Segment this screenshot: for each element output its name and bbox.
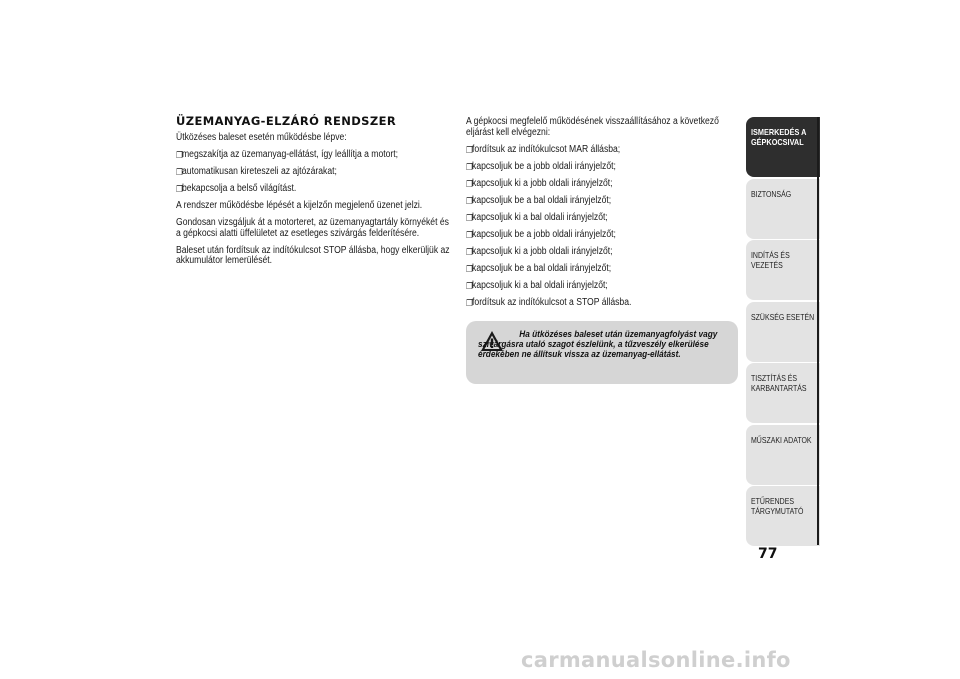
list-item: ❐ fordítsuk az indítókulcsot MAR állásba; — [466, 143, 621, 155]
checkbox-bullet-icon: ❐ — [466, 212, 473, 223]
chapter-sidebar — [746, 117, 820, 548]
checkbox-bullet-icon: ❐ — [466, 263, 473, 274]
list-item: ❐ kapcsoljuk be a jobb oldali irányjelzőt; — [466, 228, 616, 240]
right-column — [466, 117, 738, 315]
page-number: 77 — [758, 546, 778, 562]
sidebar-divider — [817, 117, 819, 545]
checkbox-bullet-icon: ❐ — [466, 161, 473, 172]
list-item: ❐ kapcsoljuk be a bal oldali irányjelzőt; — [466, 262, 612, 274]
intro-text: Ütközéses baleset esetén működésbe lépve: — [176, 132, 347, 143]
list-item: ❐ kapcsoljuk be a jobb oldali irányjelzőt; — [466, 160, 616, 172]
tab-targymutato[interactable]: ETŰRENDES TÁRGYMUTATÓ — [746, 486, 820, 546]
tab-ismerkedes[interactable]: ISMERKEDÉS A GÉPKOCSIVAL — [746, 117, 820, 177]
tab-inditas[interactable]: INDÍTÁS ÉS VEZETÉS — [746, 240, 820, 300]
list-item: ❐ kapcsoljuk ki a jobb oldali irányjelzőt; — [466, 245, 613, 257]
checkbox-bullet-icon: ❐ — [466, 246, 473, 257]
warning-text: Ha ütközéses baleset után üzemanyagfolyást vagy szivárgásra utaló szagot észlelünk, a tűzveszély elkerülése érdekében ne állítsuk vissza az üzemanyag-ellátást. — [478, 329, 718, 360]
list-item: ❐ bekapcsolja a belső világítást. — [176, 183, 297, 194]
watermark: carmanualsonline.info — [521, 648, 791, 672]
list-item: ❐ kapcsoljuk ki a jobb oldali irányjelzőt; — [466, 177, 613, 189]
paragraph: Baleset után fordítsuk az indítókulcsot STOP állásba, hogy elkerüljük az akkumulátor lemerülését. — [176, 244, 450, 266]
tab-biztonsag[interactable]: BIZTONSÁG — [746, 179, 820, 239]
list-item: ❐ kapcsoljuk be a bal oldali irányjelzőt; — [466, 194, 612, 206]
checkbox-bullet-icon: ❐ — [176, 184, 183, 194]
intro-text: A gépkocsi megfelelő működésének visszaállításához a következő eljárást kell elvégezni: — [466, 116, 719, 138]
checkbox-bullet-icon: ❐ — [466, 195, 473, 206]
paragraph: Gondosan vizsgáljuk át a motorteret, az üzemanyagtartály környékét és a gépkocsi alatti üffelületet az esetleges szivárgás felderítésére. — [176, 217, 449, 239]
list-item: ❐ megszakítja az üzemanyag-ellátást, így leállítja a motort; — [176, 149, 399, 160]
paragraph: A rendszer működésbe lépését a kijelzőn megjelenő üzenet jelzi. — [176, 200, 423, 211]
checkbox-bullet-icon: ❐ — [176, 150, 183, 160]
section-heading: ÜZEMANYAG-ELZÁRÓ RENDSZER — [176, 114, 397, 128]
tab-tisztitas[interactable]: TISZTÍTÁS ÉS KARBANTARTÁS — [746, 363, 820, 423]
checkbox-bullet-icon: ❐ — [176, 167, 183, 177]
checkbox-bullet-icon: ❐ — [466, 229, 473, 240]
list-item: ❐ kapcsoljuk ki a bal oldali irányjelzőt; — [466, 211, 608, 223]
checkbox-bullet-icon: ❐ — [466, 144, 473, 155]
checkbox-bullet-icon: ❐ — [466, 178, 473, 189]
left-column — [176, 114, 452, 273]
list-item: ❐ kapcsoljuk ki a bal oldali irányjelzőt; — [466, 279, 608, 291]
warning-box — [466, 321, 738, 384]
list-item: ❐ fordítsuk az indítókulcsot a STOP állásba. — [466, 296, 632, 308]
checkbox-bullet-icon: ❐ — [466, 297, 473, 308]
checkbox-bullet-icon: ❐ — [466, 280, 473, 291]
procedure-list — [466, 145, 738, 309]
tab-szukseg[interactable]: SZÜKSÉG ESETÉN — [746, 302, 820, 362]
list-item: ❐ automatikusan kireteszeli az ajtózárakat; — [176, 166, 337, 177]
tab-muszaki[interactable]: MŰSZAKI ADATOK — [746, 425, 820, 485]
